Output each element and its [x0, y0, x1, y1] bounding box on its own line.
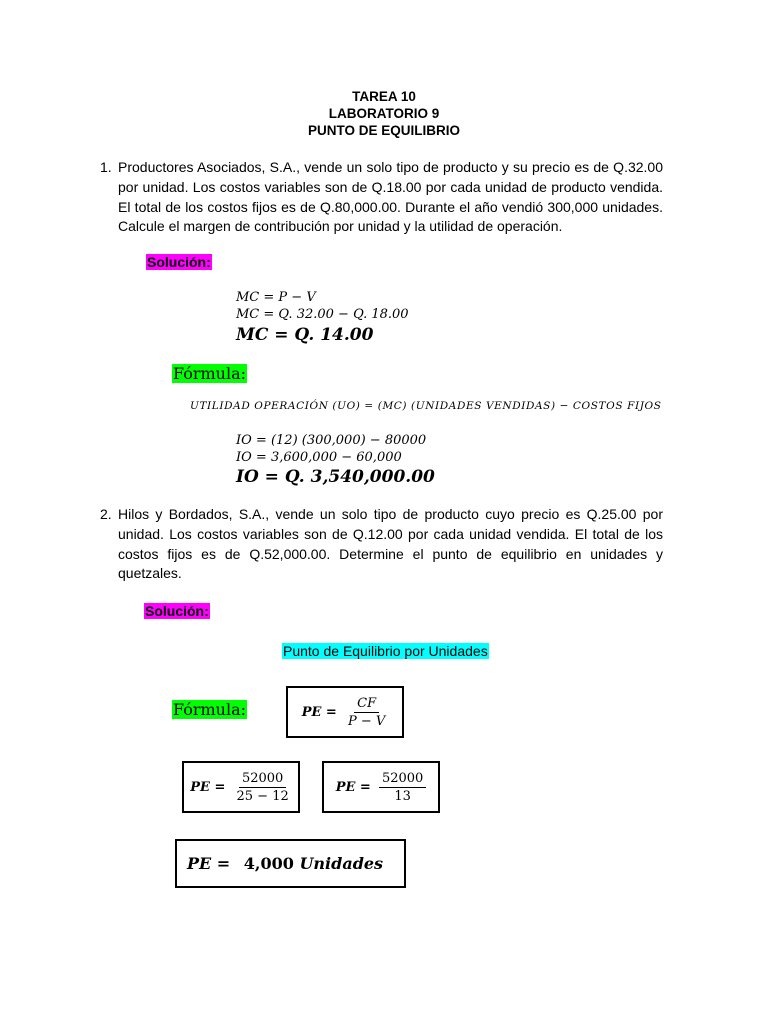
step-2-numerator: 52000	[379, 771, 426, 788]
result-value: 4,000	[243, 854, 294, 873]
step-1-fraction	[234, 771, 292, 804]
step-1-box	[182, 761, 300, 813]
problem-2-number: 2.	[100, 506, 112, 522]
io-result: IO = Q. 3,540,000.00	[236, 467, 435, 487]
problem-1-number: 1.	[100, 159, 112, 175]
utility-formula: UTILIDAD OPERACIÓN (UO) = (MC) (UNIDADES VENDIDAS) − COSTOS FIJOS	[190, 400, 662, 412]
step-1-numerator: 52000	[239, 771, 286, 788]
step-1-expression	[190, 771, 292, 804]
solution-1-label: Solución:	[147, 254, 211, 270]
result-lhs: PE =	[187, 854, 231, 873]
solution-1-label-wrap	[146, 254, 212, 272]
formula-2-label-wrap	[172, 700, 247, 720]
solution-2-label: Solución:	[145, 603, 209, 619]
step-2-fraction	[379, 771, 426, 804]
step-2-denominator: 13	[394, 788, 411, 804]
doc-title-3: PUNTO DE EQUILIBRIO	[307, 123, 460, 138]
formula-lhs: PE =	[301, 704, 337, 720]
result-unit: Unidades	[299, 854, 384, 873]
result-box	[175, 839, 406, 888]
doc-title-1: TAREA 10	[352, 89, 416, 104]
problem-2-text: Hilos y Bordados, S.A., vende un solo tipo de producto cuyo precio es Q.25.00 por unidad. Los costos variables son de Q.12.00 por cada unidad vendida. El total de los costos fijos es de Q.52,000.00. Determine el punto de equilibrio en unidades y quetzales.	[118, 506, 663, 582]
step-2-box	[322, 761, 440, 813]
formula-box	[286, 686, 404, 738]
formula-2-label: Fórmula:	[173, 700, 247, 719]
step-2-expression	[336, 771, 427, 804]
step-1-lhs: PE =	[190, 779, 226, 795]
io-substitution-line: IO = 3,600,000 − 60,000	[236, 450, 402, 465]
mc-substitution-line: MC = Q. 32.00 − Q. 18.00	[236, 307, 409, 322]
mc-formula-line: MC = P − V	[236, 290, 316, 305]
section-label: Punto de Equilibrio por Unidades	[283, 643, 488, 659]
step-2-lhs: PE =	[335, 779, 371, 795]
formula-fraction	[345, 696, 388, 729]
step-1-denominator: 25 − 12	[236, 788, 289, 804]
formula-1-label: Fórmula:	[173, 364, 247, 383]
formula-1-label-wrap	[172, 364, 247, 384]
io-formula-line: IO = (12) (300,000) − 80000	[236, 433, 427, 448]
formula-denominator: P − V	[347, 713, 386, 729]
doc-title-2: LABORATORIO 9	[328, 106, 440, 121]
formula-expression	[302, 696, 389, 729]
solution-2-label-wrap	[144, 603, 210, 621]
problem-1-text: Productores Asociados, S.A., vende un solo tipo de producto y su precio es de Q.32.00 por unidad. Los costos variables son de Q.18.00 por cada unidad de producto vendida. El total de los costos fijos es de Q.80,000.00. Durante el año vendió 300,000 unidades. Calcule el margen de contribución por unidad y la utilidad de operación.	[118, 159, 663, 235]
result-expression	[187, 854, 383, 873]
section-label-wrap	[282, 643, 489, 661]
formula-numerator: CF	[354, 696, 379, 713]
mc-result: MC = Q. 14.00	[236, 325, 374, 345]
